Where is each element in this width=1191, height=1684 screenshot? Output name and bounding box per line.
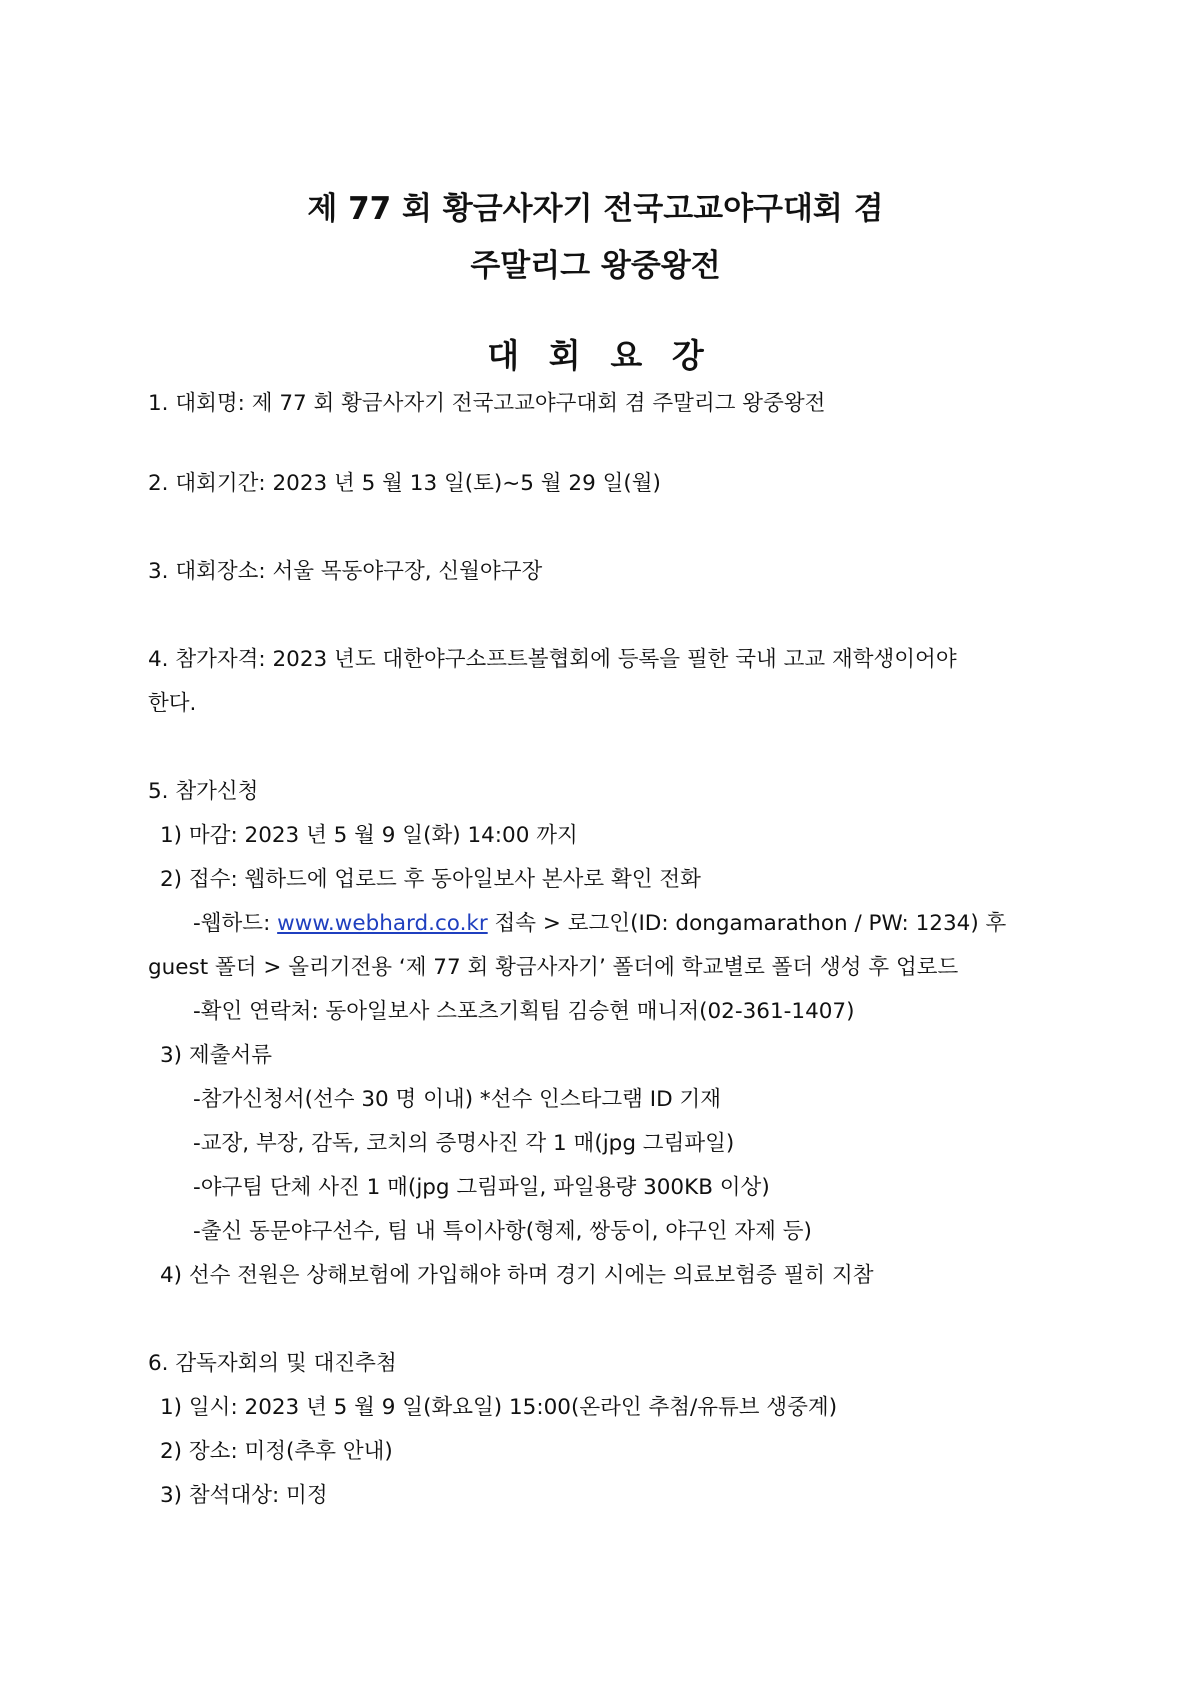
document-subtitle: 대회요강 — [487, 336, 734, 375]
document-item-application: -참가신청서(선수 30 명 이내) *선수 인스타그램 ID 기재 — [193, 1087, 721, 1112]
document-item-team-photo: -야구팀 단체 사진 1 매(jpg 그림파일, 파일용량 300KB 이상) — [193, 1175, 770, 1200]
section-6-item-2-place: 2) 장소: 미정(추후 안내) — [160, 1439, 393, 1464]
section-5-item-3-documents: 3) 제출서류 — [160, 1043, 272, 1068]
document-title-line-2: 주말리그 왕중왕전 — [470, 248, 721, 284]
section-5-item-4-insurance: 4) 선수 전원은 상해보험에 가입해야 하며 경기 시에는 의료보험증 필히 지참 — [160, 1263, 874, 1288]
webhard-link[interactable]: www.webhard.co.kr — [277, 911, 488, 936]
section-6-item-3-attendees: 3) 참석대상: 미정 — [160, 1483, 328, 1508]
webhard-label: -웹하드: — [193, 911, 278, 936]
document-item-alumni-notes: -출신 동문야구선수, 팀 내 특이사항(형제, 쌍둥이, 야구인 자제 등) — [193, 1219, 812, 1244]
webhard-login-info: 접속 > 로그인(ID: dongamarathon / PW: 1234) 후 — [487, 911, 1007, 936]
section-4-eligibility-line-1: 4. 참가자격: 2023 년도 대한야구소프트볼협회에 등록을 필한 국내 고교 재학생이어야 — [148, 647, 957, 672]
section-5-item-1-deadline: 1) 마감: 2023 년 5 월 9 일(화) 14:00 까지 — [160, 823, 578, 848]
contact-info: -확인 연락처: 동아일보사 스포츠기획팀 김승현 매니저(02-361-1407) — [193, 999, 855, 1024]
document-item-id-photos: -교장, 부장, 감독, 코치의 증명사진 각 1 매(jpg 그림파일) — [193, 1131, 735, 1156]
section-5-heading: 5. 참가신청 — [148, 779, 259, 804]
section-1-event-name: 1. 대회명: 제 77 회 황금사자기 전국고교야구대회 겸 주말리그 왕중왕전 — [148, 391, 826, 416]
document-title-line-1: 제 77 회 황금사자기 전국고교야구대회 겸 — [307, 191, 884, 227]
section-2-event-period: 2. 대회기간: 2023 년 5 월 13 일(토)~5 월 29 일(월) — [148, 471, 661, 496]
section-3-event-venue: 3. 대회장소: 서울 목동야구장, 신월야구장 — [148, 559, 543, 584]
section-6-item-1-datetime: 1) 일시: 2023 년 5 월 9 일(화요일) 15:00(온라인 추첨/유튜브 생중계) — [160, 1395, 838, 1420]
section-4-eligibility-line-2: 한다. — [148, 691, 197, 716]
webhard-instruction-line-1 — [193, 909, 1006, 939]
section-6-heading: 6. 감독자회의 및 대진추첨 — [148, 1351, 397, 1376]
webhard-instruction-line-2: guest 폴더 > 올리기전용 ‘제 77 회 황금사자기’ 폴더에 학교별로 폴더 생성 후 업로드 — [148, 955, 959, 980]
section-5-item-2-submission: 2) 접수: 웹하드에 업로드 후 동아일보사 본사로 확인 전화 — [160, 867, 701, 892]
